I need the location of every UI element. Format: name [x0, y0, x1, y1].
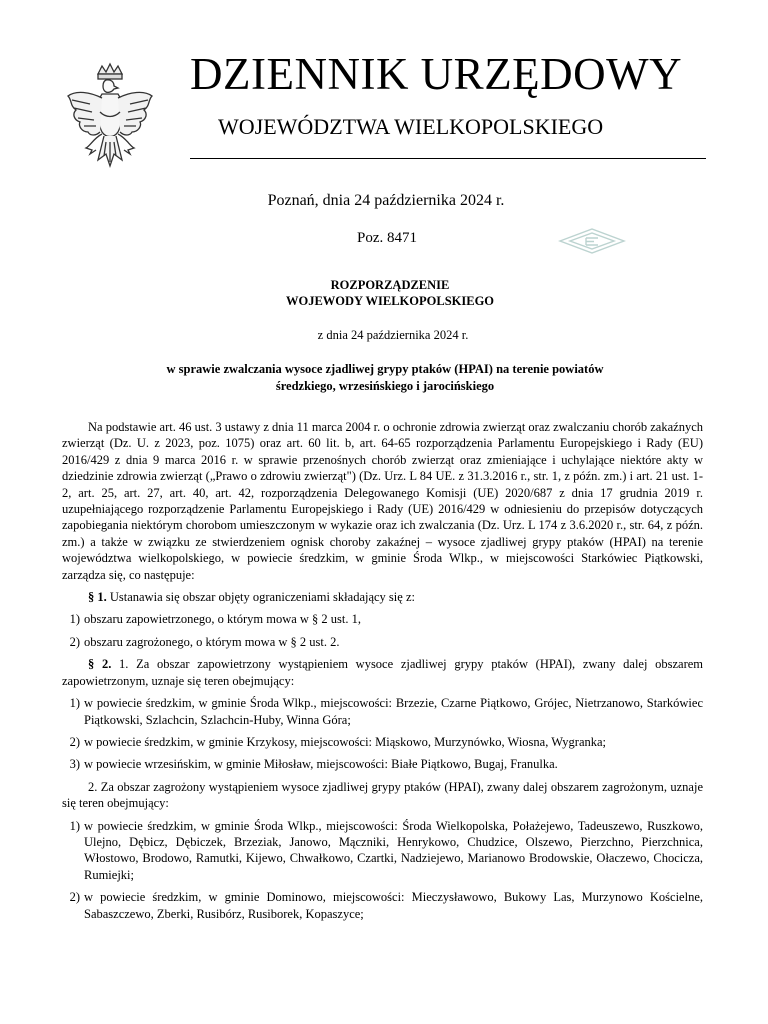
- list-item-number: 2): [69, 634, 80, 649]
- list-item-number: 1): [69, 696, 80, 711]
- paragraph-2-section-1-text: 1. Za obszar zapowietrzony wystąpieniem wysoce zjadliwej grypy ptaków (HPAI), zwany dalej obszarem zapowietrzonym, uznaje się teren obejmujący:: [62, 657, 704, 688]
- list-item-number: 1): [69, 612, 80, 627]
- electronic-signature-stamp-icon: [556, 226, 628, 256]
- act-issuer-heading: WOJEWODY WIELKOPOLSKIEGO: [285, 294, 495, 308]
- act-subject: [120, 361, 650, 395]
- list-item-text: w powiecie wrzesińskim, w gminie Miłosław, miejscowości: Białe Piątkowo, Bugaj, Franulka.: [84, 757, 558, 772]
- list-item: [62, 889, 703, 922]
- list-item: [62, 756, 703, 772]
- list-item-number: 1): [69, 818, 80, 833]
- paragraph-1: [62, 589, 703, 605]
- list-item: [62, 818, 703, 884]
- list-item-number: 3): [69, 757, 80, 772]
- paragraph-2-section-1: [62, 656, 703, 689]
- publication-place-date: Poznań, dnia 24 października 2024 r.: [267, 192, 505, 209]
- list-item-text: w powiecie średzkim, w gminie Krzykosy, miejscowości: Miąskowo, Murzynówko, Wiosna, Wygranka;: [84, 734, 607, 749]
- list-item-text: w powiecie średzkim, w gminie Dominowo, miejscowości: Mieczysławowo, Bukowy Las, Murzynowo Kościelne, Sabaszczewo, Zberki, Rusibórz, Rusiborek, Kopaszyce;: [84, 890, 703, 921]
- list-item-text: obszaru zapowietrzonego, o którym mowa w § 2 ust. 1,: [84, 612, 362, 627]
- list-item-text: w powiecie średzkim, w gminie Środa Wlkp., miejscowości: Brzezie, Czarne Piątkowo, Grójec, Nietrzanowo, Starkówiec Piątkowski, Szlachcin, Szlachcin-Huby, Winna Góra;: [84, 696, 703, 727]
- journal-title: DZIENNIK URZĘDOWY: [190, 49, 683, 99]
- list-item: [62, 734, 703, 750]
- act-body: [62, 419, 703, 928]
- journal-subtitle: WOJEWÓDZTWA WIELKOPOLSKIEGO: [218, 114, 604, 139]
- paragraph-2-section-2: 2. Za obszar zagrożony wystąpieniem wysoce zjadliwej grypy ptaków (HPAI), zwany dalej obszarem zagrożonym, uznaje się teren obejmujący:: [62, 779, 703, 811]
- list-item-number: 2): [69, 734, 80, 749]
- paragraph-1-mark: § 1.: [88, 590, 107, 605]
- act-subject-line-2: średzkiego, wrzesińskiego i jarocińskiego: [275, 379, 495, 393]
- white-eagle-emblem-icon: [62, 62, 158, 180]
- paragraph-2-mark: § 2.: [88, 657, 112, 672]
- preamble: Na podstawie art. 46 ust. 3 ustawy z dnia 11 marca 2004 r. o ochronie zdrowia zwierząt oraz zwalczaniu chorób zakaźnych zwierząt (Dz. U. z 2023, poz. 1075) oraz art. 60 lit. b, art. 64-65 rozporządzenia Parlamentu Europejskiego i Rady (EU) 2016/429 z dnia 9 marca 2016 r. w sprawie przenośnych chorób zwierząt oraz zmieniające i uchylające niektóre akty w dziedzinie zdrowia zwierząt („Prawo o zdrowiu zwierząt") (Dz. Urz. L 84 UE. z 31.3.2016 r., str. 1, z późn. zm.) i art. 21 ust. 1-2, art. 25, art. 27, art. 40, art. 42, rozporządzenia Delegowanego Komisji (UE) 2020/687 z dnia 17 grudnia 2019 r. uzupełniającego rozporządzenie Parlamentu Europejskiego i Rady (UE) 2016/429 w odniesieniu do przepisów dotyczących zapobiegania niektórym chorobom umieszczonym w wykazie oraz ich zwalczania (Dz. Urz. L 174 z 3.6.2020 r., str. 64, z późn. zm.) a także w związku ze stwierdzeniem ognisk choroby zakaźnej – wysoce zjadliwej grypy ptaków (HPAI) na terenie województwa wielkopolskiego, w powiecie średzkim, w gminie Środa Wlkp., w miejscowości Starkówiec Piątkowski, zarządza się, co następuje:: [62, 420, 703, 582]
- paragraph-1-text: Ustanawia się obszar objęty ograniczeniami składający się z:: [109, 590, 415, 605]
- header-divider: [190, 158, 706, 159]
- list-item-text: w powiecie średzkim, w gminie Środa Wlkp., miejscowości: Środa Wielkopolska, Połażejewo, Tadeuszewo, Ruszkowo, Ulejno, Dębicz, Dębiczek, Brzeziak, Janowo, Mączniki, Henrykowo, Chudzice, Olszewo, Pierzchno, Pierzchnica, Włostowo, Brodowo, Ramutki, Kijewo, Chwałkowo, Czartki, Nadziejewo, Marianowo Brodowskie, Ołaczewo, Chocicza, Rumiejki;: [84, 818, 703, 882]
- list-item: [62, 695, 703, 728]
- list-item: [62, 611, 703, 627]
- list-item-number: 2): [69, 890, 80, 905]
- position-number: Poz. 8471: [357, 230, 417, 246]
- act-subject-line-1: w sprawie zwalczania wysoce zjadliwej grypy ptaków (HPAI) na terenie powiatów: [166, 362, 604, 376]
- act-date: z dnia 24 października 2024 r.: [317, 328, 469, 342]
- act-type-heading: ROZPORZĄDZENIE: [330, 278, 450, 292]
- list-item: [62, 634, 703, 650]
- list-item-text: obszaru zagrożonego, o którym mowa w § 2 ust. 2.: [84, 634, 340, 649]
